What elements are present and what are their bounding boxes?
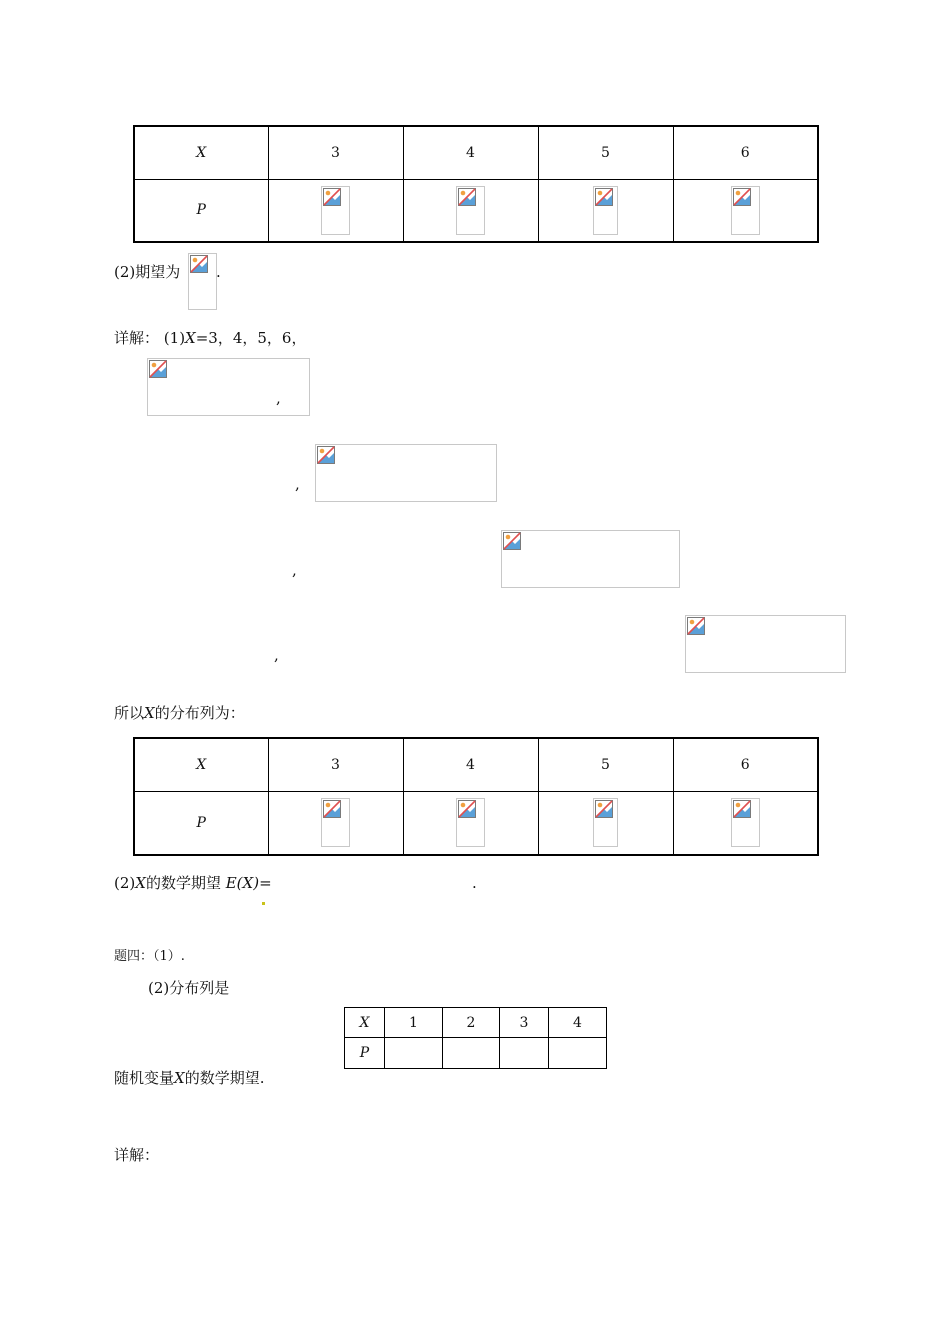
prob-cell	[268, 791, 403, 855]
row-label-p: P	[134, 179, 268, 242]
broken-image-icon	[593, 186, 618, 235]
distribution-intro: 所以X的分布列为：	[114, 704, 245, 722]
broken-image-icon	[147, 358, 310, 416]
broken-image-icon	[456, 798, 485, 847]
problem4-title: 题四：（1）.	[114, 949, 185, 964]
broken-image-icon	[731, 798, 760, 847]
prob-cell	[443, 1038, 500, 1069]
comma: ,	[295, 475, 300, 493]
table-header-row	[134, 126, 818, 179]
prob-cell	[549, 1038, 607, 1069]
header-cell: 4	[549, 1008, 607, 1038]
comma: ,	[274, 646, 279, 664]
header-cell: 2	[443, 1008, 500, 1038]
header-cell: 4	[403, 126, 538, 179]
broken-image-icon	[501, 530, 680, 588]
table-header-row	[134, 738, 818, 791]
header-cell: 4	[403, 738, 538, 791]
problem4-detail-label: 详解：	[114, 1146, 160, 1164]
expectation-line-1: (2)期望为	[114, 263, 181, 281]
prob-cell	[538, 179, 673, 242]
prob-cell	[673, 179, 818, 242]
row-label-p: P	[345, 1038, 385, 1069]
header-cell: 3	[500, 1008, 549, 1038]
broken-image-icon	[593, 798, 618, 847]
table-prob-row	[345, 1038, 607, 1069]
broken-image-icon	[731, 186, 760, 235]
table-header-row	[345, 1008, 607, 1038]
header-cell: 6	[673, 126, 818, 179]
broken-image-icon	[321, 798, 350, 847]
stray-mark	[262, 902, 265, 905]
prob-cell	[385, 1038, 443, 1069]
header-cell: 3	[268, 126, 403, 179]
prob-cell	[268, 179, 403, 242]
table-prob-row	[134, 179, 818, 242]
problem4-part2: (2)分布列是	[148, 979, 230, 997]
prob-cell	[403, 179, 538, 242]
header-cell-x: X	[345, 1008, 385, 1038]
expectation-line-2-suffix: .	[472, 874, 477, 892]
distribution-table-2	[133, 737, 819, 856]
prob-cell	[538, 791, 673, 855]
header-cell-x: X	[134, 126, 268, 179]
header-cell: 6	[673, 738, 818, 791]
prob-cell	[403, 791, 538, 855]
header-cell: 3	[268, 738, 403, 791]
prob-cell	[673, 791, 818, 855]
header-cell: 5	[538, 126, 673, 179]
comma: ,	[292, 561, 297, 579]
broken-image-icon	[685, 615, 846, 673]
comma: ,	[276, 389, 281, 407]
table-prob-row	[134, 791, 818, 855]
broken-image-icon	[315, 444, 497, 502]
expectation-line-2: (2)X的数学期望 E(X)=	[114, 874, 272, 892]
header-cell-x: X	[134, 738, 268, 791]
problem4-expectation: 随机变量X的数学期望.	[114, 1069, 265, 1087]
small-distribution-table	[344, 1007, 607, 1069]
header-cell: 5	[538, 738, 673, 791]
broken-image-icon	[456, 186, 485, 235]
broken-image-icon	[321, 186, 350, 235]
header-cell: 1	[385, 1008, 443, 1038]
detail-line: 详解： (1)X=3，4，5，6，	[114, 329, 307, 347]
expectation-line-1-suffix: .	[216, 263, 221, 281]
distribution-table-1	[133, 125, 819, 243]
prob-cell	[500, 1038, 549, 1069]
broken-image-icon	[188, 253, 217, 310]
row-label-p: P	[134, 791, 268, 855]
